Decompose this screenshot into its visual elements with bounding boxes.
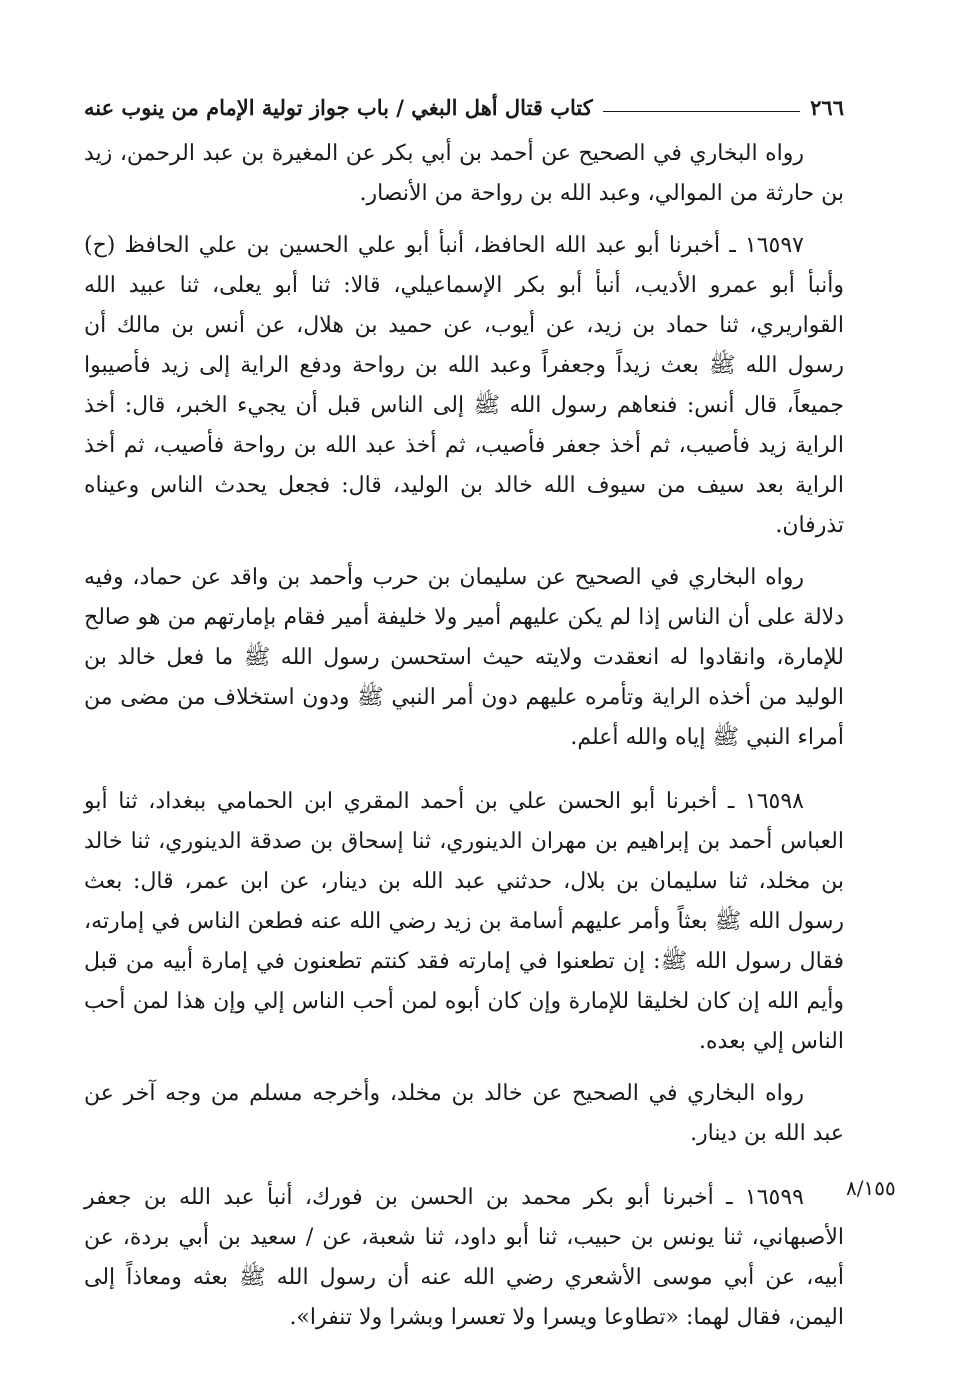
paragraph: رواه البخاري في الصحيح عن سليمان بن حرب وأحمد بن واقد عن حماد، وفيه دلالة على أن الناس إذا لم يكن عليهم أمير ولا خليفة أمير فقام بإمارتهم من هو صالح للإمارة، وانقادوا له انعقدت ولايته حيث استحسن رسول الله ﷺ ما فعل خالد بن الوليد من أخذه الراية وتأمره عليهم دون أمر النبي ﷺ ودون استخلاف من مضى من أمراء النبي ﷺ إياه والله أعلم. — [84, 565, 844, 750]
paragraph: رواه البخاري في الصحيح عن خالد بن مخلد، وأخرجه مسلم من وجه آخر عن عبد الله بن دينار. — [84, 1081, 844, 1146]
hadith-16598: ١٦٥٩٨ ـ أخبرنا أبو الحسن علي بن أحمد المقري ابن الحمامي ببغداد، ثنا أبو العباس أحمد بن إبراهيم بن مهران الدينوري، ثنا إسحاق بن صدقة الدينوري، ثنا خالد بن مخلد، ثنا سليمان بن بلال، حدثني عبد الله بن دينار، عن ابن عمر، قال: بعث رسول الله ﷺ بعثاً وأمر عليهم أسامة بن زيد رضي الله عنه فطعن الناس في إمارته، فقال رسول الله ﷺ: إن تطعنوا في إمارته فقد كنتم تطعنون في إمارة أبيه من قبل وأيم الله إن كان لخليقا للإمارة وإن كان أبوه لمن أحب الناس إلي وإن هذا لمن أحب الناس إلي بعده. — [84, 789, 844, 1054]
hadith-16597: ١٦٥٩٧ ـ أخبرنا أبو عبد الله الحافظ، أنبأ أبو علي الحسين بن علي الحافظ (ح) وأنبأ أبو عمرو الأديب، أنبأ أبو بكر الإسماعيلي، قالا: ثنا أبو يعلى، ثنا عبيد الله القواريري، ثنا حماد بن زيد، عن أيوب، عن حميد بن هلال، عن أنس بن مالك أن رسول الله ﷺ بعث زيداً وجعفراً وعبد الله بن رواحة ودفع الراية إلى زيد فأصيبوا جميعاً، قال أنس: فنعاهم رسول الله ﷺ إلى الناس قبل أن يجيء الخبر، قال: أخذ الراية زيد فأصيب، ثم أخذ جعفر فأصيب، ثم أخذ عبد الله بن رواحة فأصيب، ثم أخذ الراية بعد سيف من سيوف الله خالد بن الوليد، قال: فجعل يحدث الناس وعيناه تذرفان. — [84, 233, 844, 538]
header-rule — [603, 111, 800, 112]
running-header — [84, 80, 844, 120]
margin-volume-page-note: ٨/١٥٥ — [846, 1176, 896, 1200]
paragraph: رواه البخاري في الصحيح عن أحمد بن أبي بكر عن المغيرة بن عبد الرحمن، زيد بن حارثة من الموالي، وعبد الله بن رواحة من الأنصار. — [84, 141, 844, 206]
page-number: ٢٦٦ — [810, 95, 844, 120]
page-body — [84, 134, 844, 1350]
hadith-16599: ١٦٥٩٩ ـ أخبرنا أبو بكر محمد بن الحسن بن فورك، أنبأ عبد الله بن جعفر الأصبهاني، ثنا يونس بن حبيب، ثنا أبو داود، ثنا شعبة، عن / سعيد بن أبي بردة، عن أبيه، عن أبي موسى الأشعري رضي الله عنه أن رسول الله ﷺ بعثه ومعاذاً إلى اليمن، فقال لهما: «تطاوعا ويسرا ولا تعسرا وبشرا ولا تنفرا». — [84, 1185, 844, 1330]
header-title: كتاب قتال أهل البغي / باب جواز تولية الإمام من ينوب عنه — [84, 95, 593, 120]
